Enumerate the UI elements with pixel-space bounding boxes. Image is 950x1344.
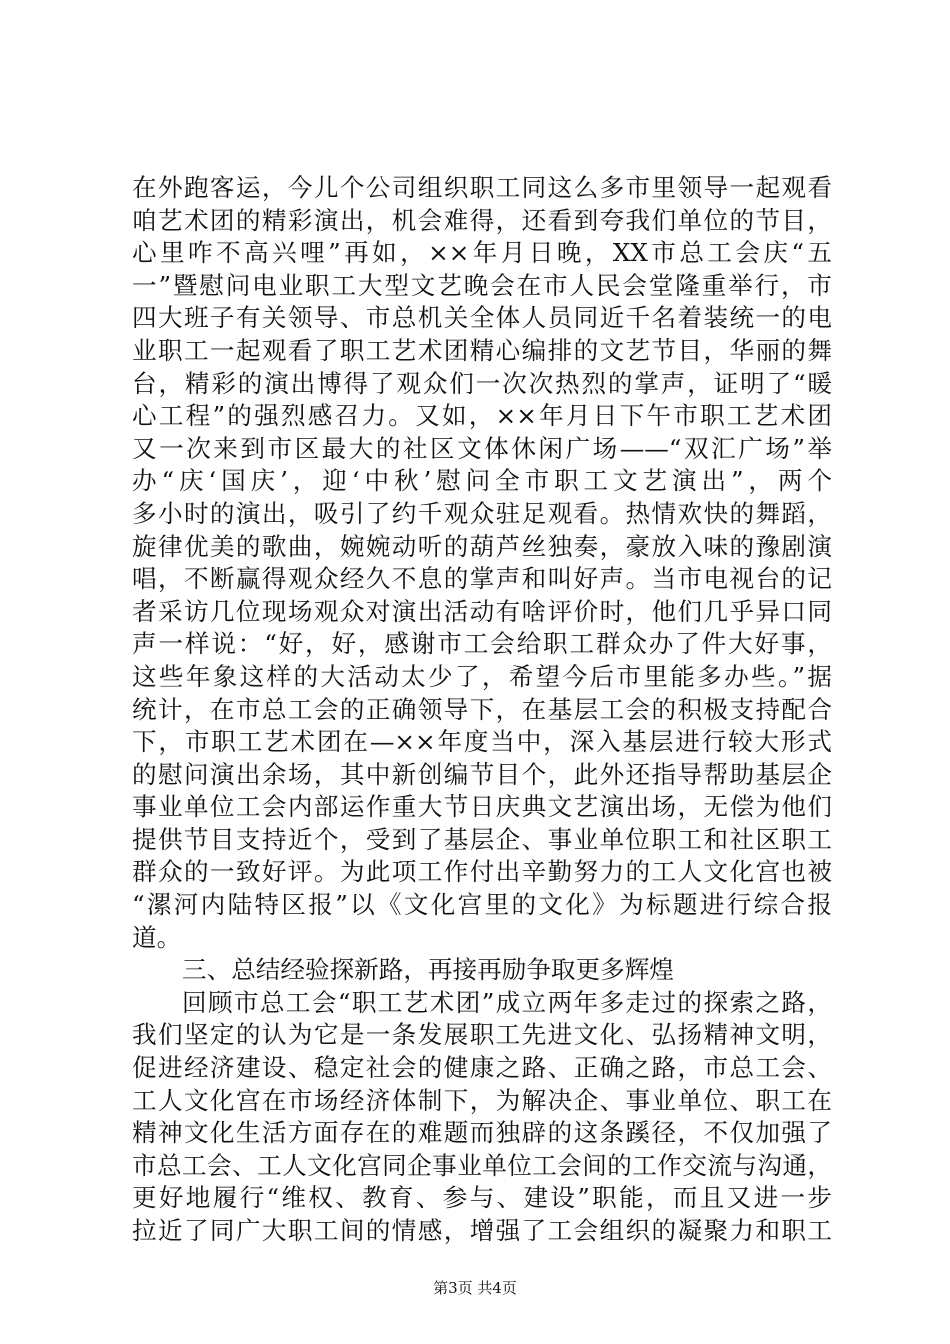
text-line: 精神文化生活方面存在的难题而独辟的这条蹊径，不仅加强了 [132,1118,832,1148]
text-line: 心工程”的强烈感召力。又如，××年月日下午市职工艺术团 [132,401,832,431]
text-line: 声一样说：“好，好，感谢市工会给职工群众办了件大好事， [132,629,832,659]
page-footer: 第3页 共4页 [433,1279,517,1297]
text-line: 四大班子有关领导、市总机关全体人员同近千名着装统一的电 [132,303,832,333]
text-line: 提供节目支持近个，受到了基层企、事业单位职工和社区职工 [132,824,832,854]
text-line: 促进经济建设、稳定社会的健康之路、正确之路，市总工会、 [132,1053,832,1083]
text-line: “漯河内陆特区报”以《文化宫里的文化》为标题进行综合报 [132,890,832,920]
text-line: 多小时的演出，吸引了约千观众驻足观看。热情欢快的舞蹈， [132,498,832,528]
body-text [132,172,832,1248]
text-line: 唱，不断赢得观众经久不息的掌声和叫好声。当市电视台的记 [132,564,832,594]
text-line: 旋律优美的歌曲，婉婉动听的葫芦丝独奏，豪放入味的豫剧演 [132,531,832,561]
text-line: 道。 [132,922,182,952]
text-line: 拉近了同广大职工间的情感，增强了工会组织的凝聚力和职工 [132,1216,832,1245]
text-line: 又一次来到市区最大的社区文体休闲广场——“双汇广场”举 [132,433,832,463]
text-line: 一”暨慰问电业职工大型文艺晚会在市人民会堂隆重举行，市 [132,270,832,300]
text-line: 统计，在市总工会的正确领导下，在基层工会的积极支持配合 [132,694,832,724]
text-line: 心里咋不高兴哩”再如，××年月日晚，XX市总工会庆“五 [132,238,832,268]
text-line: 市总工会、工人文化宫同企事业单位工会间的工作交流与沟通， [132,1150,832,1180]
text-line: 者采访几位现场观众对演出活动有啥评价时，他们几乎异口同 [132,596,832,626]
text-line: 工人文化宫在市场经济体制下，为解决企、事业单位、职工在 [132,1085,832,1115]
text-line: 这些年象这样的大活动太少了，希望今后市里能多办些。”据 [132,661,832,691]
text-line: 我们坚定的认为它是一条发展职工先进文化、弘扬精神文明， [132,1020,832,1050]
text-line: 群众的一致好评。为此项工作付出辛勤努力的工人文化宫也被 [132,857,832,887]
text-line: 在外跑客运，今儿个公司组织职工同这么多市里领导一起观看 [132,173,832,202]
text-line: 下，市职工艺术团在—××年度当中，深入基层进行较大形式 [132,727,832,757]
text-line: 办“庆‘国庆’，迎‘中秋’慰问全市职工文艺演出”，两个 [132,466,832,496]
text-line: 咱艺术团的精彩演出，机会难得，还看到夸我们单位的节目， [132,205,832,235]
text-line: 回顾市总工会“职工艺术团”成立两年多走过的探索之路， [182,987,832,1017]
text-line: 事业单位工会内部运作重大节日庆典文艺演出场，无偿为他们 [132,792,832,822]
text-line: 业职工一起观看了职工艺术团精心编排的文艺节目，华丽的舞 [132,335,832,365]
text-line: 更好地履行“维权、教育、参与、建设”职能，而且又进一步 [132,1183,832,1213]
text-line: 三、总结经验探新路，再接再励争取更多辉煌 [182,955,674,985]
text-line: 台，精彩的演出博得了观众们一次次热烈的掌声，证明了“暖 [132,368,832,398]
text-line: 的慰问演出余场，其中新创编节目个，此外还指导帮助基层企 [132,759,832,789]
